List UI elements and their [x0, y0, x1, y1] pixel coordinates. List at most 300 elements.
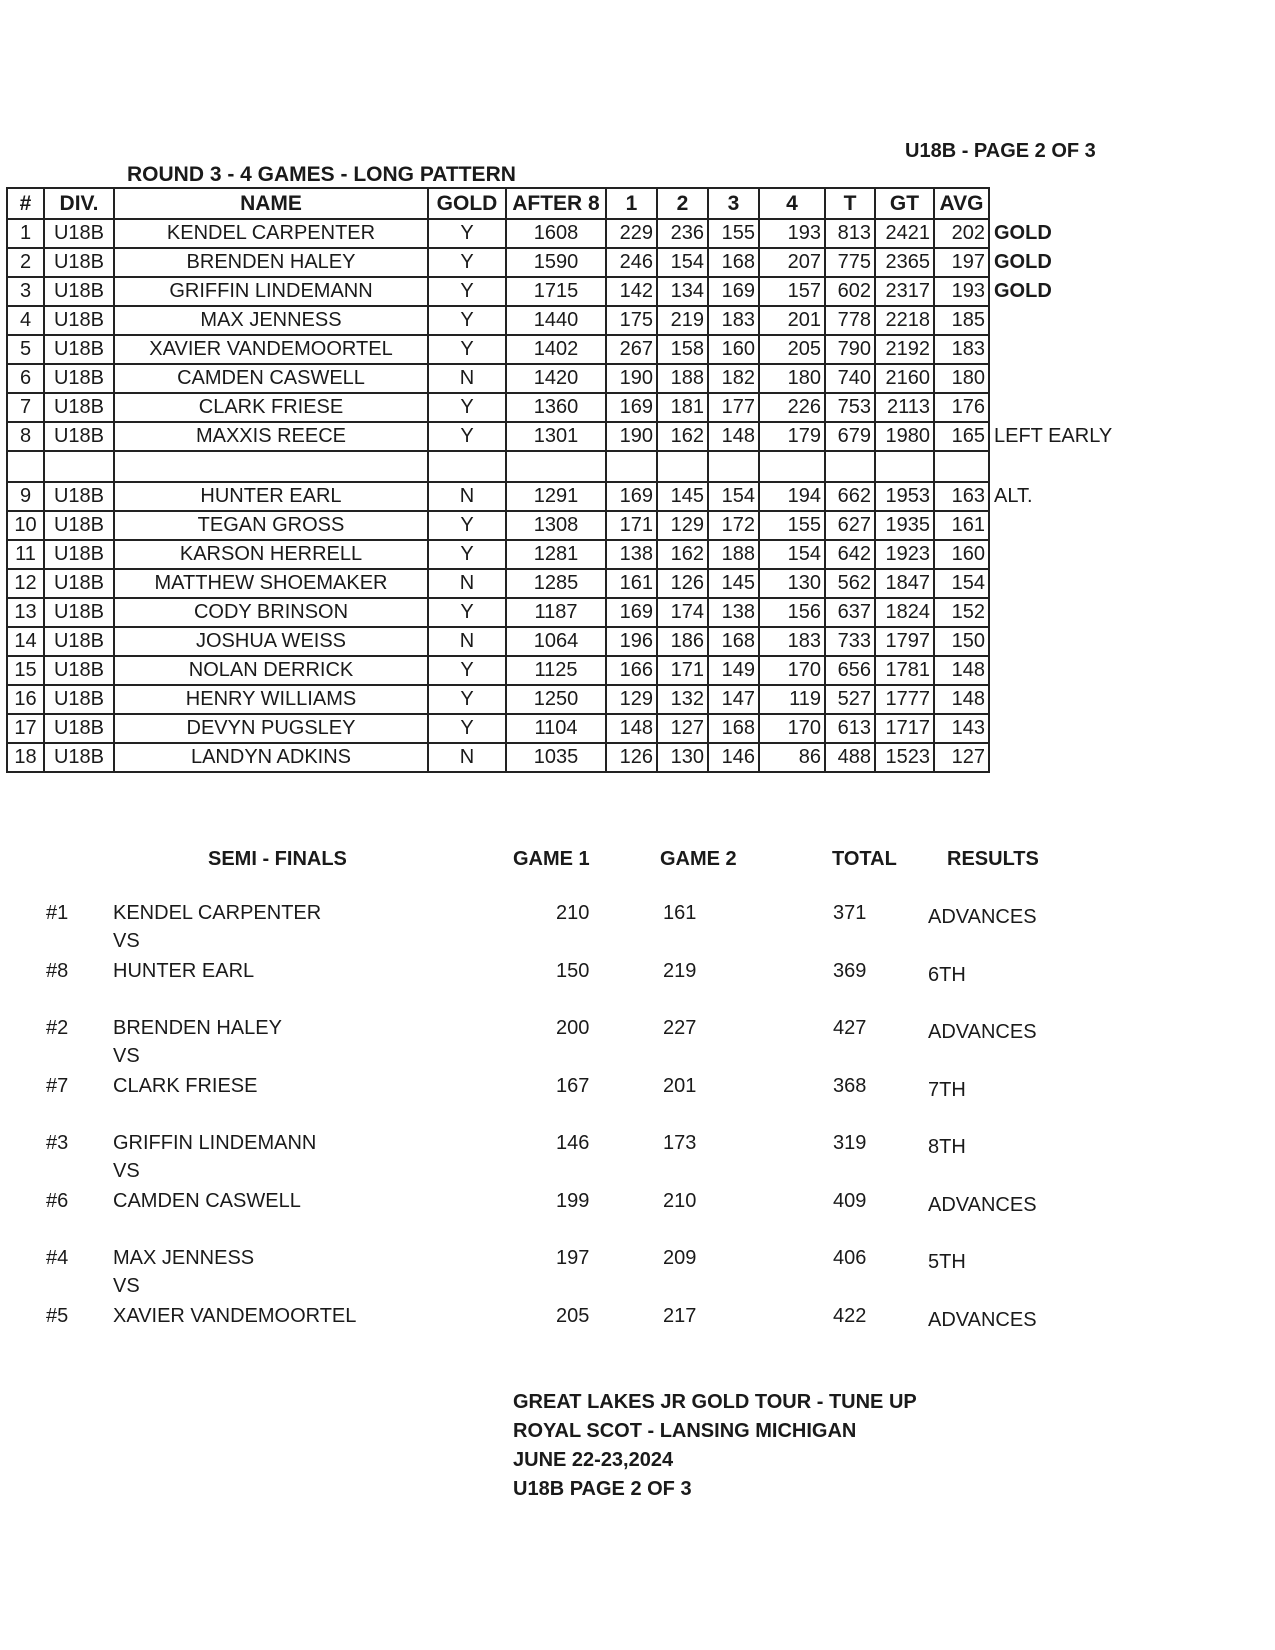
cell-g3: 138	[708, 598, 759, 627]
cell-div: U18B	[44, 248, 114, 277]
semi-total-score: 422	[833, 1305, 867, 1327]
table-row	[7, 714, 1113, 743]
cell-g3: 155	[708, 219, 759, 248]
cell-gt: 2160	[875, 364, 934, 393]
cell-avg: 183	[934, 335, 989, 364]
cell-div: U18B	[44, 277, 114, 306]
cell-empty	[708, 451, 759, 482]
cell-div: U18B	[44, 743, 114, 772]
cell-g2: 127	[657, 714, 708, 743]
cell-g3: 160	[708, 335, 759, 364]
semi-total-score: 371	[833, 902, 867, 924]
semi-total-score: 369	[833, 960, 867, 982]
table-separator-row	[7, 451, 1113, 482]
table-row	[7, 364, 1113, 393]
cell-gt: 1923	[875, 540, 934, 569]
semi-game1-score: 199	[556, 1190, 590, 1212]
cell-note	[989, 627, 1113, 656]
cell-gold: Y	[428, 306, 506, 335]
cell-t: 775	[825, 248, 875, 277]
cell-note	[989, 598, 1113, 627]
table-row	[7, 482, 1113, 511]
cell-t: 488	[825, 743, 875, 772]
cell-name: TEGAN GROSS	[114, 511, 428, 540]
cell-after8: 1281	[506, 540, 606, 569]
cell-name: HUNTER EARL	[114, 482, 428, 511]
cell-g3: 177	[708, 393, 759, 422]
semi-game1-score: 205	[556, 1305, 590, 1327]
event-footer	[513, 1388, 917, 1504]
semi-seed: #4	[46, 1247, 69, 1269]
cell-g2: 126	[657, 569, 708, 598]
cell-g2: 188	[657, 364, 708, 393]
cell-n: 3	[7, 277, 44, 306]
cell-avg: 163	[934, 482, 989, 511]
cell-after8: 1440	[506, 306, 606, 335]
semi-result: ADVANCES	[928, 1194, 1037, 1216]
cell-g2: 132	[657, 685, 708, 714]
footer-page: U18B PAGE 2 OF 3	[513, 1478, 692, 1500]
cell-g2: 130	[657, 743, 708, 772]
cell-g4: 205	[759, 335, 825, 364]
cell-after8: 1187	[506, 598, 606, 627]
cell-gold: Y	[428, 219, 506, 248]
cell-n: 4	[7, 306, 44, 335]
cell-gt: 1953	[875, 482, 934, 511]
cell-n: 10	[7, 511, 44, 540]
cell-note	[989, 364, 1113, 393]
cell-after8: 1035	[506, 743, 606, 772]
cell-after8: 1420	[506, 364, 606, 393]
header-total: T	[825, 188, 875, 219]
cell-gold: Y	[428, 422, 506, 451]
cell-t: 740	[825, 364, 875, 393]
cell-name: KENDEL CARPENTER	[114, 219, 428, 248]
semi-header-game1: GAME 1	[513, 848, 590, 870]
cell-g1: 169	[606, 598, 657, 627]
cell-n: 16	[7, 685, 44, 714]
cell-g2: 219	[657, 306, 708, 335]
cell-g3: 188	[708, 540, 759, 569]
semi-seed: #5	[46, 1305, 69, 1327]
cell-name: BRENDEN HALEY	[114, 248, 428, 277]
semi-seed: #6	[46, 1190, 69, 1212]
cell-g2: 158	[657, 335, 708, 364]
cell-div: U18B	[44, 627, 114, 656]
header-game3: 3	[708, 188, 759, 219]
cell-div: U18B	[44, 219, 114, 248]
cell-note	[989, 656, 1113, 685]
table-row	[7, 219, 1113, 248]
semi-total-score: 368	[833, 1075, 867, 1097]
semi-game2-score: 217	[663, 1305, 697, 1327]
semi-result: 6TH	[928, 964, 966, 986]
cell-g1: 229	[606, 219, 657, 248]
cell-div: U18B	[44, 364, 114, 393]
cell-n: 14	[7, 627, 44, 656]
cell-t: 656	[825, 656, 875, 685]
header-average: AVG	[934, 188, 989, 219]
table-row	[7, 306, 1113, 335]
cell-t: 613	[825, 714, 875, 743]
table-row	[7, 569, 1113, 598]
cell-g2: 145	[657, 482, 708, 511]
cell-t: 662	[825, 482, 875, 511]
cell-gold: Y	[428, 277, 506, 306]
semi-game2-score: 209	[663, 1247, 697, 1269]
cell-g3: 146	[708, 743, 759, 772]
cell-note	[989, 335, 1113, 364]
cell-avg: 152	[934, 598, 989, 627]
cell-gold: N	[428, 364, 506, 393]
cell-g1: 166	[606, 656, 657, 685]
footer-venue: ROYAL SCOT - LANSING MICHIGAN	[513, 1420, 857, 1442]
cell-g1: 246	[606, 248, 657, 277]
cell-avg: 161	[934, 511, 989, 540]
semi-seed: #1	[46, 902, 69, 924]
cell-gt: 2192	[875, 335, 934, 364]
semi-game1-score: 197	[556, 1247, 590, 1269]
cell-t: 602	[825, 277, 875, 306]
cell-after8: 1285	[506, 569, 606, 598]
cell-n: 18	[7, 743, 44, 772]
table-row	[7, 598, 1113, 627]
semi-game1-score: 146	[556, 1132, 590, 1154]
cell-g2: 129	[657, 511, 708, 540]
cell-empty	[934, 451, 989, 482]
semi-seed: #7	[46, 1075, 69, 1097]
cell-g1: 169	[606, 482, 657, 511]
cell-g1: 148	[606, 714, 657, 743]
cell-note: GOLD	[994, 280, 1052, 302]
table-row	[7, 277, 1113, 306]
cell-gold: Y	[428, 248, 506, 277]
cell-n: 8	[7, 422, 44, 451]
cell-g3: 168	[708, 714, 759, 743]
semi-total-score: 409	[833, 1190, 867, 1212]
cell-g1: 196	[606, 627, 657, 656]
table-row	[7, 511, 1113, 540]
cell-div: U18B	[44, 540, 114, 569]
cell-avg: 154	[934, 569, 989, 598]
cell-g3: 168	[708, 627, 759, 656]
cell-n: 15	[7, 656, 44, 685]
cell-gold: N	[428, 627, 506, 656]
cell-name: CAMDEN CASWELL	[114, 364, 428, 393]
cell-g4: 170	[759, 656, 825, 685]
cell-g4: 86	[759, 743, 825, 772]
header-gold: GOLD	[428, 188, 506, 219]
cell-t: 562	[825, 569, 875, 598]
cell-g2: 134	[657, 277, 708, 306]
cell-g4: 119	[759, 685, 825, 714]
cell-avg: 150	[934, 627, 989, 656]
cell-gt: 2365	[875, 248, 934, 277]
cell-empty	[875, 451, 934, 482]
cell-gold: Y	[428, 335, 506, 364]
cell-n: 9	[7, 482, 44, 511]
cell-n: 6	[7, 364, 44, 393]
cell-gold: Y	[428, 540, 506, 569]
cell-div: U18B	[44, 685, 114, 714]
cell-after8: 1250	[506, 685, 606, 714]
round-title: ROUND 3 - 4 GAMES - LONG PATTERN	[127, 163, 516, 186]
header-after8: AFTER 8	[506, 188, 606, 219]
cell-t: 753	[825, 393, 875, 422]
semi-result: ADVANCES	[928, 1309, 1037, 1331]
cell-name: LANDYN ADKINS	[114, 743, 428, 772]
cell-g4: 157	[759, 277, 825, 306]
semi-result: 8TH	[928, 1136, 966, 1158]
cell-gt: 1797	[875, 627, 934, 656]
cell-gold: Y	[428, 685, 506, 714]
cell-avg: 180	[934, 364, 989, 393]
header-game2: 2	[657, 188, 708, 219]
round-results-table	[6, 187, 1114, 773]
semi-player-name: CLARK FRIESE	[113, 1075, 258, 1097]
semi-game2-score: 201	[663, 1075, 697, 1097]
table-body	[7, 219, 1113, 772]
cell-name: JOSHUA WEISS	[114, 627, 428, 656]
cell-empty	[825, 451, 875, 482]
semi-total-score: 427	[833, 1017, 867, 1039]
cell-after8: 1064	[506, 627, 606, 656]
header-div: DIV.	[44, 188, 114, 219]
cell-note: GOLD	[994, 222, 1052, 244]
table-row	[7, 335, 1113, 364]
cell-n: 11	[7, 540, 44, 569]
cell-div: U18B	[44, 598, 114, 627]
cell-avg: 197	[934, 248, 989, 277]
cell-gold: Y	[428, 656, 506, 685]
cell-t: 778	[825, 306, 875, 335]
cell-div: U18B	[44, 511, 114, 540]
cell-avg: 143	[934, 714, 989, 743]
cell-after8: 1715	[506, 277, 606, 306]
cell-n: 12	[7, 569, 44, 598]
cell-name: XAVIER VANDEMOORTEL	[114, 335, 428, 364]
semi-player-name: BRENDEN HALEY	[113, 1017, 282, 1039]
cell-gt: 2113	[875, 393, 934, 422]
cell-gold: N	[428, 482, 506, 511]
cell-note: LEFT EARLY	[994, 425, 1113, 447]
cell-name: DEVYN PUGSLEY	[114, 714, 428, 743]
cell-gt: 1717	[875, 714, 934, 743]
semi-result: 7TH	[928, 1079, 966, 1101]
cell-avg: 165	[934, 422, 989, 451]
cell-div: U18B	[44, 714, 114, 743]
cell-g1: 190	[606, 422, 657, 451]
cell-name: MAXXIS REECE	[114, 422, 428, 451]
table-row	[7, 393, 1113, 422]
cell-gt: 1781	[875, 656, 934, 685]
cell-empty	[759, 451, 825, 482]
semi-finals-title: SEMI - FINALS	[208, 848, 347, 870]
cell-empty	[114, 451, 428, 482]
cell-t: 813	[825, 219, 875, 248]
cell-g2: 186	[657, 627, 708, 656]
cell-g3: 145	[708, 569, 759, 598]
cell-note	[989, 540, 1113, 569]
cell-empty	[989, 451, 1113, 482]
cell-note	[989, 685, 1113, 714]
cell-g4: 193	[759, 219, 825, 248]
semi-player-name: KENDEL CARPENTER	[113, 902, 322, 924]
semi-game1-score: 210	[556, 902, 590, 924]
header-rank: #	[7, 188, 44, 219]
cell-g4: 183	[759, 627, 825, 656]
cell-g1: 126	[606, 743, 657, 772]
cell-t: 790	[825, 335, 875, 364]
cell-note	[989, 743, 1113, 772]
cell-after8: 1301	[506, 422, 606, 451]
cell-note: ALT.	[994, 485, 1033, 507]
cell-after8: 1590	[506, 248, 606, 277]
cell-g4: 130	[759, 569, 825, 598]
cell-g4: 201	[759, 306, 825, 335]
cell-div: U18B	[44, 656, 114, 685]
cell-note	[989, 306, 1113, 335]
cell-name: CODY BRINSON	[114, 598, 428, 627]
cell-after8: 1308	[506, 511, 606, 540]
cell-div: U18B	[44, 335, 114, 364]
cell-after8: 1291	[506, 482, 606, 511]
cell-n: 5	[7, 335, 44, 364]
cell-gt: 1935	[875, 511, 934, 540]
table-row	[7, 743, 1113, 772]
cell-g4: 170	[759, 714, 825, 743]
cell-name: GRIFFIN LINDEMANN	[114, 277, 428, 306]
cell-g1: 169	[606, 393, 657, 422]
cell-note	[989, 511, 1113, 540]
cell-g1: 142	[606, 277, 657, 306]
cell-n: 1	[7, 219, 44, 248]
cell-div: U18B	[44, 569, 114, 598]
semi-game1-score: 200	[556, 1017, 590, 1039]
cell-g1: 138	[606, 540, 657, 569]
cell-g2: 171	[657, 656, 708, 685]
cell-after8: 1360	[506, 393, 606, 422]
cell-note	[989, 393, 1113, 422]
cell-t: 637	[825, 598, 875, 627]
semi-result: ADVANCES	[928, 906, 1037, 928]
cell-name: KARSON HERRELL	[114, 540, 428, 569]
cell-gold: Y	[428, 598, 506, 627]
cell-t: 527	[825, 685, 875, 714]
cell-g4: 154	[759, 540, 825, 569]
cell-g4: 179	[759, 422, 825, 451]
cell-name: CLARK FRIESE	[114, 393, 428, 422]
cell-avg: 148	[934, 656, 989, 685]
cell-gold: Y	[428, 511, 506, 540]
page-label: U18B - PAGE 2 OF 3	[905, 140, 1096, 162]
cell-g2: 154	[657, 248, 708, 277]
cell-g3: 172	[708, 511, 759, 540]
cell-name: MAX JENNESS	[114, 306, 428, 335]
semi-total-score: 406	[833, 1247, 867, 1269]
cell-gt: 2317	[875, 277, 934, 306]
semi-game2-score: 173	[663, 1132, 697, 1154]
cell-g1: 171	[606, 511, 657, 540]
cell-gold: N	[428, 743, 506, 772]
footer-date: JUNE 22-23,2024	[513, 1449, 674, 1471]
semi-total-score: 319	[833, 1132, 867, 1154]
cell-g3: 182	[708, 364, 759, 393]
cell-g3: 169	[708, 277, 759, 306]
semi-seed: #8	[46, 960, 69, 982]
cell-gt: 1980	[875, 422, 934, 451]
semi-game1-score: 167	[556, 1075, 590, 1097]
semi-header-game2: GAME 2	[660, 848, 737, 870]
cell-after8: 1402	[506, 335, 606, 364]
cell-t: 627	[825, 511, 875, 540]
cell-g1: 129	[606, 685, 657, 714]
cell-empty	[428, 451, 506, 482]
cell-gold: Y	[428, 393, 506, 422]
cell-g4: 156	[759, 598, 825, 627]
cell-g4: 155	[759, 511, 825, 540]
cell-avg: 127	[934, 743, 989, 772]
semi-vs-label: VS	[113, 1275, 140, 1297]
cell-gt: 1847	[875, 569, 934, 598]
cell-g4: 226	[759, 393, 825, 422]
cell-gold: N	[428, 569, 506, 598]
cell-g1: 190	[606, 364, 657, 393]
cell-g3: 168	[708, 248, 759, 277]
footer-tour: GREAT LAKES JR GOLD TOUR - TUNE UP	[513, 1391, 917, 1413]
table-row	[7, 627, 1113, 656]
cell-t: 679	[825, 422, 875, 451]
cell-empty	[7, 451, 44, 482]
cell-g3: 183	[708, 306, 759, 335]
cell-div: U18B	[44, 482, 114, 511]
cell-empty	[606, 451, 657, 482]
cell-g2: 162	[657, 422, 708, 451]
cell-after8: 1125	[506, 656, 606, 685]
semi-game2-score: 161	[663, 902, 697, 924]
cell-g3: 147	[708, 685, 759, 714]
semi-seed: #2	[46, 1017, 69, 1039]
cell-g4: 194	[759, 482, 825, 511]
cell-t: 642	[825, 540, 875, 569]
cell-after8: 1104	[506, 714, 606, 743]
cell-gt: 2421	[875, 219, 934, 248]
semi-header-total: TOTAL	[832, 848, 897, 870]
header-note-spacer	[989, 188, 1113, 219]
cell-after8: 1608	[506, 219, 606, 248]
cell-note	[989, 714, 1113, 743]
semi-game1-score: 150	[556, 960, 590, 982]
semi-player-name: GRIFFIN LINDEMANN	[113, 1132, 317, 1154]
semi-seed: #3	[46, 1132, 69, 1154]
table-row	[7, 656, 1113, 685]
cell-g1: 161	[606, 569, 657, 598]
semi-header-results: RESULTS	[947, 848, 1039, 870]
semi-vs-label: VS	[113, 930, 140, 952]
cell-div: U18B	[44, 306, 114, 335]
cell-g3: 149	[708, 656, 759, 685]
cell-avg: 176	[934, 393, 989, 422]
cell-n: 13	[7, 598, 44, 627]
cell-gold: Y	[428, 714, 506, 743]
cell-avg: 148	[934, 685, 989, 714]
semi-player-name: XAVIER VANDEMOORTEL	[113, 1305, 357, 1327]
cell-gt: 1824	[875, 598, 934, 627]
semi-player-name: CAMDEN CASWELL	[113, 1190, 301, 1212]
header-game1: 1	[606, 188, 657, 219]
semi-game2-score: 210	[663, 1190, 697, 1212]
cell-empty	[506, 451, 606, 482]
